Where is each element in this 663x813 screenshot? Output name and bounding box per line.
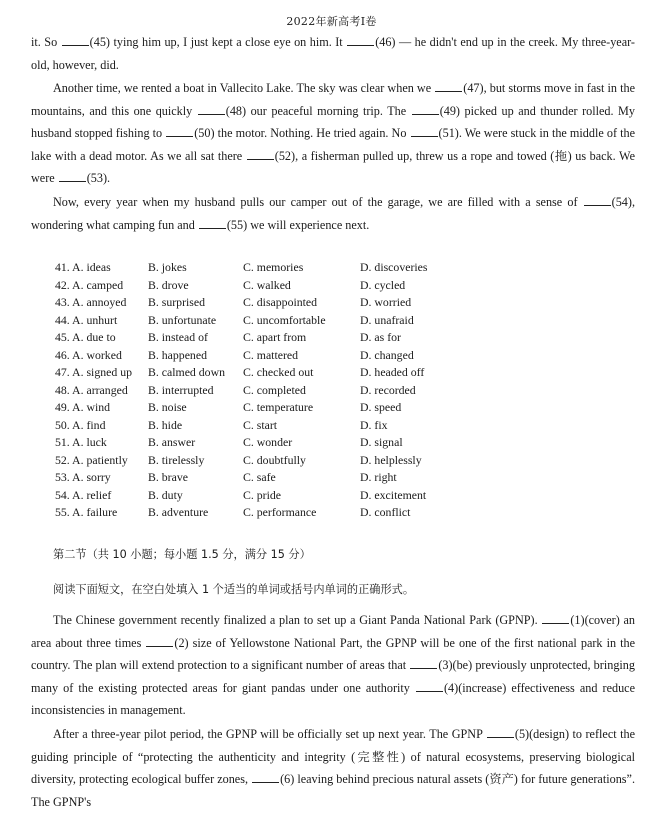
options-table	[55, 259, 615, 522]
blank-49	[412, 104, 439, 115]
blank-50	[166, 126, 193, 137]
option-row-55: 55. A. failure B. adventure C. performance D. conflict	[55, 505, 411, 519]
section-heading: 第二节（共 10 小题；每小题 1.5 分，满分 15 分）	[53, 548, 311, 561]
option-row-43: 43. A. annoyed B. surprised C. disappointed D. worried	[55, 295, 412, 309]
blank-47	[435, 81, 462, 92]
blank-3	[410, 658, 437, 669]
blank-48	[198, 104, 225, 115]
blank-53	[59, 171, 86, 182]
blank-46	[347, 35, 374, 46]
page-header: 2022年新高考Ⅰ卷	[286, 15, 377, 28]
blank-51	[411, 126, 438, 137]
blank-52	[247, 149, 274, 160]
blank-55	[199, 218, 226, 229]
blank-1	[542, 613, 569, 624]
story-paragraph-2: Another time, we rented a boat in Vallecito Lake. The sky was clear when we (47), but storms move in fast in the mountains, and this one quickly (48) our peaceful morning trip. The (49) picked up and thunder rolled. My husband stopped fishing to (50) the motor. Nothing. He tried again. No (51). We were stuck in the middle of the lake with a dead motor. As we all sat there (52), a fisherman pulled up, threw us a rope and towed (拖) us back. We were (53).	[31, 81, 636, 186]
passage-paragraph-1: The Chinese government recently finalized a plan to set up a Giant Panda National Park (GPNP). (1)(cover) an area about three times (2) size of Yellowstone National Part, the GPNP will be one of the first national park in the country. The plan will extend protection to a significant number of areas that (3)(be) previously unprotected, bringing many of the existing protected areas for giant pandas under one authority (4)(increase) effectiveness and reduce inconsistencies in management.	[31, 613, 636, 718]
option-row-52: 52. A. patiently B. tirelessly C. doubtfully D. helplessly	[55, 452, 422, 467]
option-row-45: 45. A. due to B. instead of C. apart from D. as for	[55, 330, 401, 344]
section-instruction: 阅读下面短文，在空白处填入 1 个适当的单词或括号内单词的正确形式。	[53, 583, 415, 596]
option-row-49: 49. A. wind B. noise C. temperature D. speed	[55, 400, 402, 414]
blank-45	[62, 35, 89, 46]
option-row-47: 47. A. signed up B. calmed down C. checked out D. headed off	[55, 365, 425, 379]
blank-54	[584, 195, 611, 206]
option-row-50: 50. A. find B. hide C. start D. fix	[55, 417, 388, 432]
blank-4	[416, 681, 443, 692]
story-paragraph-3: Now, every year when my husband pulls our camper out of the garage, we are filled with a sense of (54), wondering what camping fun and (55) we will experience next.	[31, 195, 635, 232]
option-row-41: 41. A. ideas B. jokes C. memories D. discoveries	[55, 260, 428, 274]
option-row-48: 48. A. arranged B. interrupted C. completed D. recorded	[55, 382, 416, 397]
blank-6	[252, 772, 279, 783]
option-row-44: 44. A. unhurt B. unfortunate C. uncomfortable D. unafraid	[55, 312, 414, 327]
passage-paragraph-2: After a three-year pilot period, the GPNP will be officially set up next year. The GPNP (5)(design) to reflect the guiding principle of “protecting the authenticity and integrity (完整性) of natural ecosystems, preserving biological diversity, protecting ecological buffer zones, (6) leaving behind precious natural assets (资产) for future generations”. The GPNP's	[31, 727, 635, 809]
story-paragraph-1: it. So (45) tying him up, I just kept a close eye on him. It (46) — he didn't end up in the creek. My three-year-old, however, did.	[31, 35, 635, 72]
option-row-46: 46. A. worked B. happened C. mattered D. changed	[55, 347, 414, 362]
option-row-42: 42. A. camped B. drove C. walked D. cycled	[55, 277, 406, 292]
blank-5	[487, 727, 514, 738]
option-row-54: 54. A. relief B. duty C. pride D. excitement	[55, 487, 427, 502]
option-row-51: 51. A. luck B. answer C. wonder D. signal	[55, 435, 403, 449]
option-row-53: 53. A. sorry B. brave C. safe D. right	[55, 470, 397, 484]
blank-2	[146, 636, 173, 647]
